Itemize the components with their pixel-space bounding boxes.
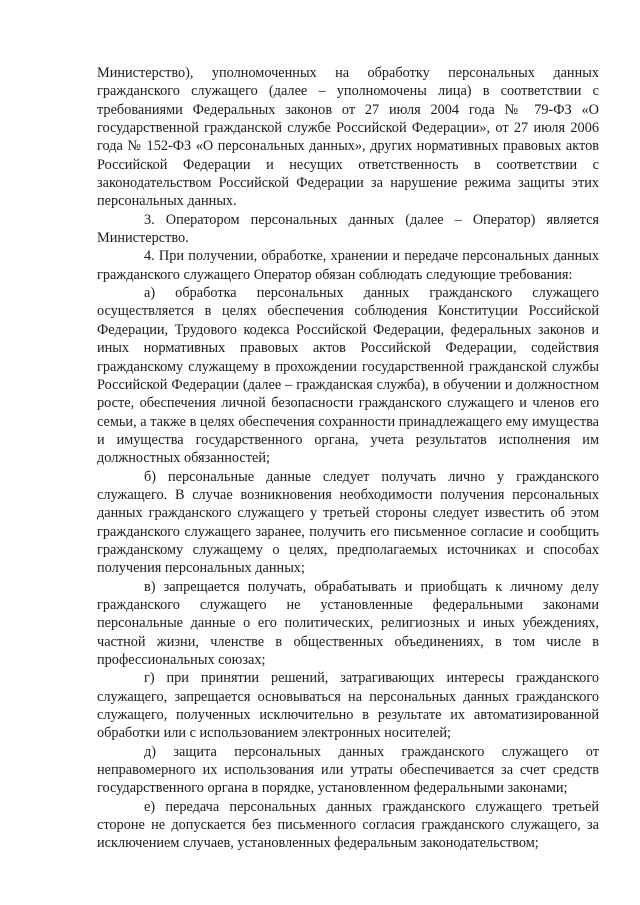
paragraph-4: 4. При получении, обработке, хранении и передаче персональных данных гражданского служащего Оператор обязан соблюдать следующие требования: <box>97 248 599 283</box>
subparagraph-a: а) обработка персональных данных гражданского служащего осуществляется в целях обеспечения соблюдения Конституции Российской Федерации, Трудового кодекса Российской Федерации, федеральных законов и иных нормативных правовых актов Российской Федерации, содействия гражданскому служащему в прохождении государственной гражданской службы Российской Федерации (далее – гражданская служба), в обучении и должностном росте, обеспечения личной безопасности гражданского служащего и членов его семьи, а также в целях обеспечения сохранности принадлежащего ему имущества и имущества государственного органа, учета результатов исполнения им должностных обязанностей; <box>97 285 599 467</box>
paragraph-continuation: Министерство), уполномоченных на обработку персональных данных гражданского служащего (далее – уполномочены лица) в соответствии с требованиями Федеральных законов от 27 июля 2004 года № 79-ФЗ «О государственной гражданской службе Российской Федерации», от 27 июля 2006 года № 152-ФЗ «О персональных данных», других нормативных правовых актов Российской Федерации и несущих ответственность в соответствии с законодательством Российской Федерации за нарушение режима защиты этих персональных данных. <box>97 65 599 210</box>
subparagraph-d: д) защита персональных данных гражданского служащего от неправомерного их использования или утраты обеспечивается за счет средств государственного органа в порядке, установленном федеральными законами; <box>97 743 599 797</box>
subparagraph-e: е) передача персональных данных гражданского служащего третьей стороне не допускается без письменного согласия гражданского служащего, за исключением случаев, установленных федеральным законодательством; <box>97 798 599 852</box>
subparagraph-v: в) запрещается получать, обрабатывать и приобщать к личному делу гражданского служащего не установленные федеральными законами персональные данные о его политических, религиозных и иных убеждениях, частной жизни, членстве в общественных объединениях, в том числе в профессиональных союзах; <box>97 578 599 668</box>
subparagraph-b: б) персональные данные следует получать лично у гражданского служащего. В случае возникновения необходимости получения персональных данных гражданского служащего у третьей стороны следует известить об этом гражданского служащего заранее, получить его письменное согласие и сообщить гражданскому служащему о целях, предполагаемых источниках и способах получения персональных данных; <box>97 468 599 577</box>
paragraph-3: 3. Оператором персональных данных (далее – Оператор) является Министерство. <box>97 211 599 247</box>
document-body <box>97 64 599 853</box>
subparagraph-g: г) при принятии решений, затрагивающих интересы гражданского служащего, запрещается основываться на персональных данных гражданского служащего, полученных исключительно в результате их автоматизированной обработки или с использованием электронных носителей; <box>97 670 599 742</box>
